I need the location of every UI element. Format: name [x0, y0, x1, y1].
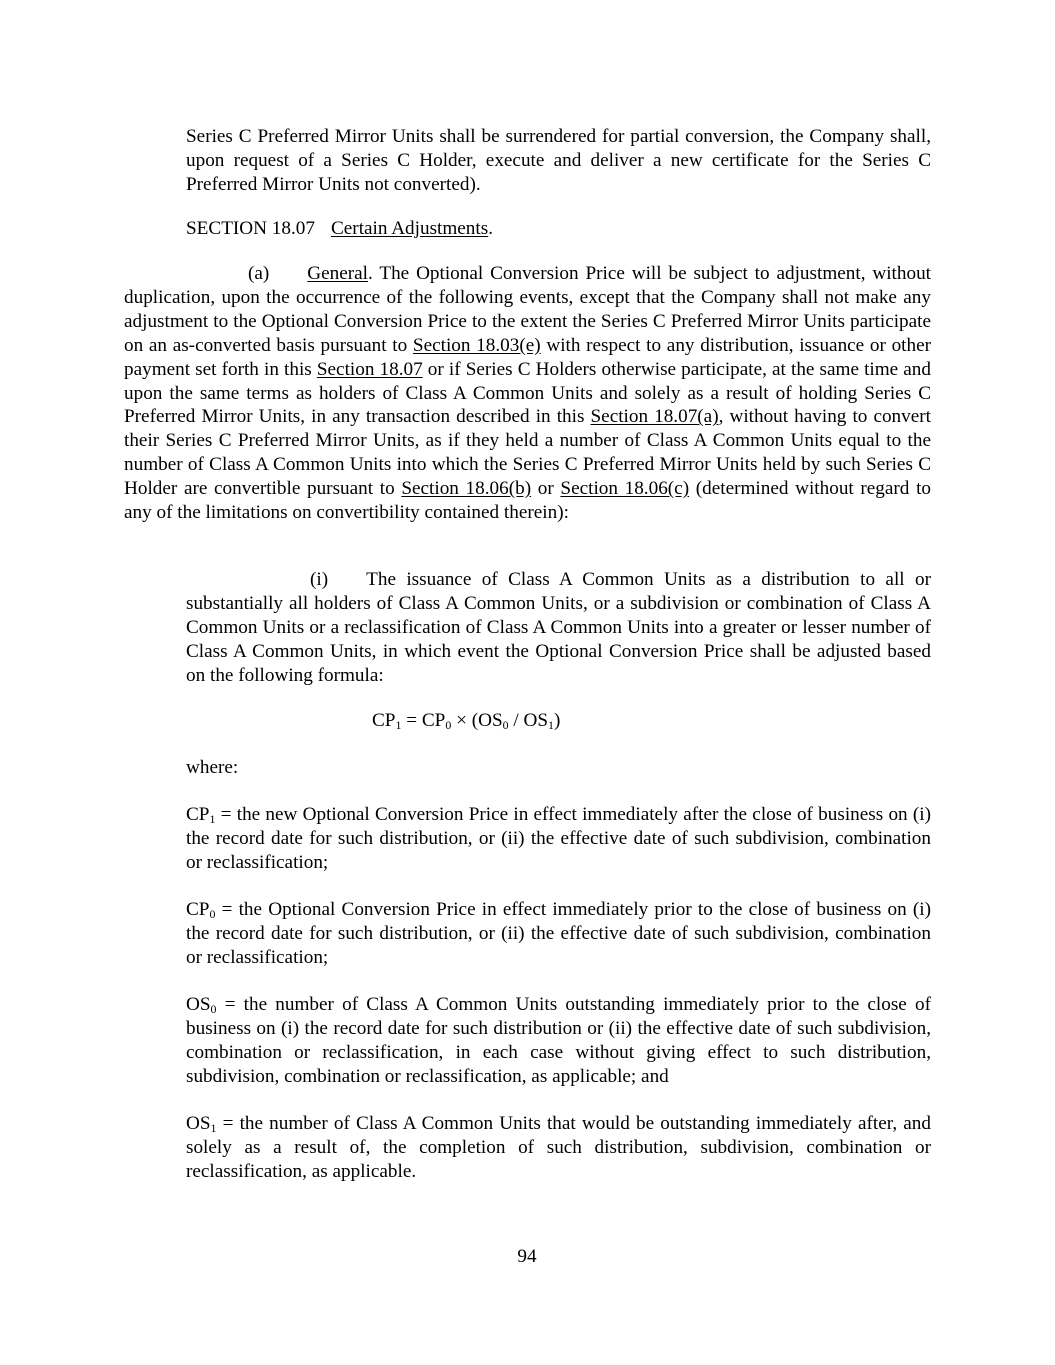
section-reference: Section 18.06(b)	[401, 478, 532, 500]
section-reference: Section 18.07(a)	[590, 406, 719, 428]
section-heading: SECTION 18.07 Certain Adjustments.	[186, 218, 494, 239]
paragraph-a-heading: General	[307, 263, 369, 284]
section-title: Certain Adjustments	[330, 218, 489, 239]
section-number: SECTION 18.07	[186, 218, 315, 239]
section-reference: Section 18.07	[316, 358, 423, 380]
section-reference: Section 18.03(e)	[412, 334, 541, 356]
continuation-paragraph: Series C Preferred Mirror Units shall be surrendered for partial conversion, the Company shall, upon request of a Series C Holder, execute and deliver a new certificate for the Series C Preferred Mirror Units not converted).	[186, 126, 931, 195]
section-reference: Section 18.06(c)	[560, 478, 690, 500]
where-label: where:	[186, 757, 239, 778]
definition-os0: $OS_0$ = the number of Class A Common Units outstanding immediately prior to the close of business on (i) the record date for such distribution or (ii) the effective date of such subdivision, combination or reclassification, in each case without giving effect to such distribution, subdivision, combination or reclassification, as applicable; and	[186, 994, 931, 1087]
adjustment-formula: $CP_1 = CP_0 \times (OS_0 / OS_1)$	[372, 710, 561, 732]
paragraph-a-label: (a)	[248, 263, 270, 284]
paragraph-a: (a) General. The Optional Conversion Price will be subject to adjustment, without duplication, upon the occurrence of the following events, except that the Company shall not make any adjustment to the Optional Conversion Price to the extent the Series C Preferred Mirror Units participate on an as-converted basis pursuant to Section 18.03(e) with respect to any distribution, issuance or other payment set forth in this Section 18.07 or if Series C Holders otherwise participate, at the same time and upon the same terms as holders of Class A Common Units and solely as a result of holding Series C Preferred Mirror Units, in any transaction described in this Section 18.07(a), without having to convert their Series C Preferred Mirror Units, as if they held a number of Class A Common Units equal to the number of Class A Common Units into which the Series C Preferred Mirror Units held by such Series C Holder are convertible pursuant to Section 18.06(b) or Section 18.06(c) (determined without regard to any of the limitations on convertibility contained therein):	[124, 263, 931, 524]
paragraph-i: (i) The issuance of Class A Common Units as a distribution to all or substantially all holders of Class A Common Units, or a subdivision or combination of Class A Common Units or a reclassification of Class A Common Units into a greater or lesser number of Class A Common Units, in which event the Optional Conversion Price shall be adjusted based on the following formula:	[186, 569, 931, 686]
definition-cp1: $CP_1$ = the new Optional Conversion Price in effect immediately after the close of business on (i) the record date for such distribution, or (ii) the effective date of such subdivision, combination or reclassification;	[186, 804, 931, 873]
page-number: 94	[517, 1246, 537, 1267]
definition-os1: $OS_1$ = the number of Class A Common Units that would be outstanding immediately after, and solely as a result of, the completion of such distribution, subdivision, combination or reclassification, as applicable.	[186, 1113, 931, 1182]
definition-cp0: $CP_0$ = the Optional Conversion Price in effect immediately prior to the close of business on (i) the record date for such distribution, or (ii) the effective date of such subdivision, combination or reclassification;	[186, 899, 931, 968]
paragraph-i-label: (i)	[310, 569, 329, 590]
